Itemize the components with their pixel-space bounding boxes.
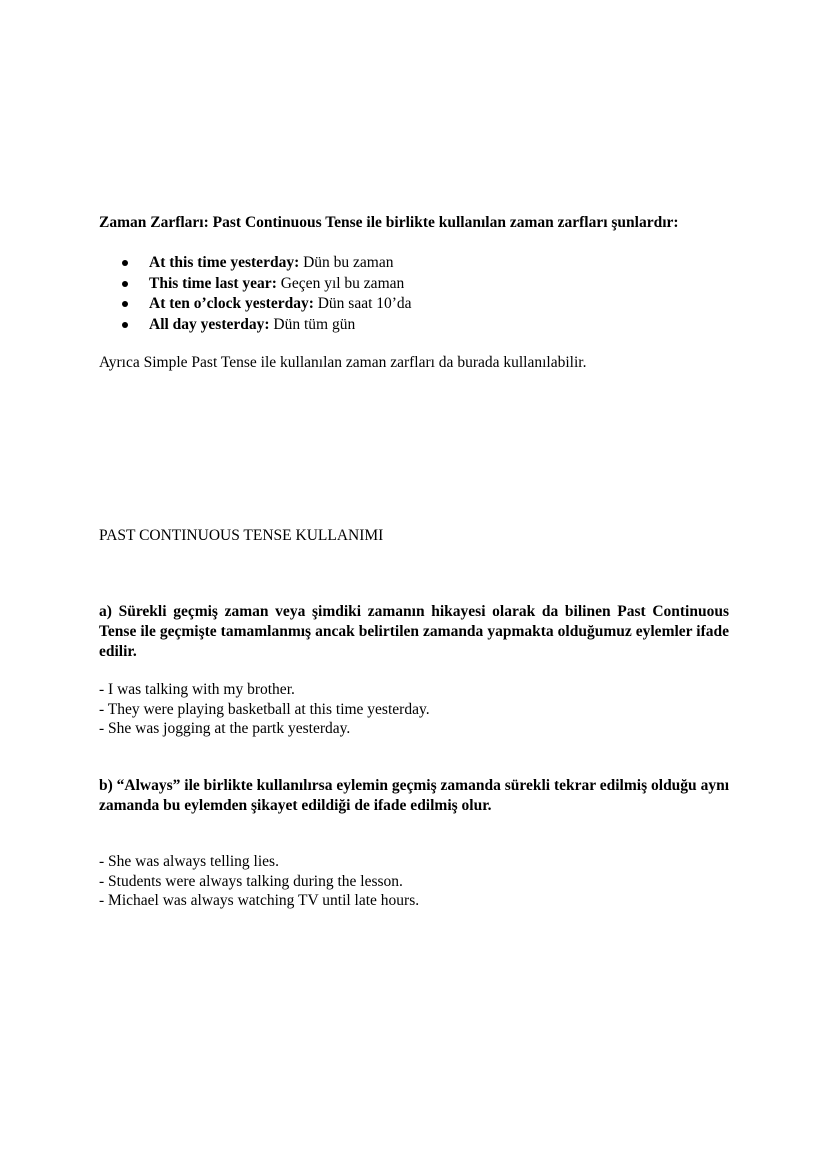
adverb-meaning: Geçen yıl bu zaman — [276, 274, 405, 292]
bullet-icon — [122, 301, 128, 307]
usage-point-a: a) Sürekli geçmiş zaman veya şimdiki zamanın hikayesi olarak da bilinen Past Continuous Tense ile geçmişte tamamlanmış ancak belirtilen zamanda yapmakta olduğumuz eylemler ifade edilir. — [99, 603, 729, 660]
example-sentence: - Michael was always watching TV until late hours. — [99, 892, 420, 909]
examples-b — [99, 852, 729, 911]
adverbs-heading: Zaman Zarfları: Past Continuous Tense ile birlikte kullanılan zaman zarfları şunlardır: — [99, 214, 679, 231]
bullet-icon — [122, 322, 128, 328]
adverb-meaning: Dün bu zaman — [299, 254, 394, 271]
adverb-term: At this time yesterday: — [149, 254, 300, 271]
list-item — [118, 315, 748, 336]
bullet-icon — [122, 281, 128, 287]
adverb-term: At ten o’clock yesterday: — [149, 295, 314, 312]
usage-point-b: b) “Always” ile birlikte kullanılırsa eylemin geçmiş zamanda sürekli tekrar edilmiş olduğu aynı zamanda bu eylemden şikayet edildiği de ifade edilmiş olur. — [99, 777, 729, 814]
list-item — [118, 294, 748, 315]
examples-a — [99, 680, 729, 739]
adverb-meaning: Dün tüm gün — [269, 315, 356, 333]
example-sentence: - They were playing basketball at this time yesterday. — [99, 700, 430, 718]
usage-heading: PAST CONTINUOUS TENSE KULLANIMI — [99, 527, 384, 544]
adverbs-note: Ayrıca Simple Past Tense ile kullanılan zaman zarfları da burada kullanılabilir. — [99, 354, 587, 371]
list-item — [118, 274, 748, 295]
example-sentence: - Students were always talking during the lesson. — [99, 872, 403, 890]
adverb-list — [118, 253, 748, 335]
example-sentence: - I was talking with my brother. — [99, 681, 295, 698]
example-sentence: - She was jogging at the partk yesterday. — [99, 720, 351, 737]
bullet-icon — [122, 260, 128, 266]
adverb-term: This time last year: — [149, 274, 277, 292]
adverb-term: All day yesterday: — [149, 315, 270, 333]
example-sentence: - She was always telling lies. — [99, 853, 279, 870]
list-item — [118, 253, 748, 274]
adverb-meaning: Dün saat 10’da — [313, 295, 412, 312]
